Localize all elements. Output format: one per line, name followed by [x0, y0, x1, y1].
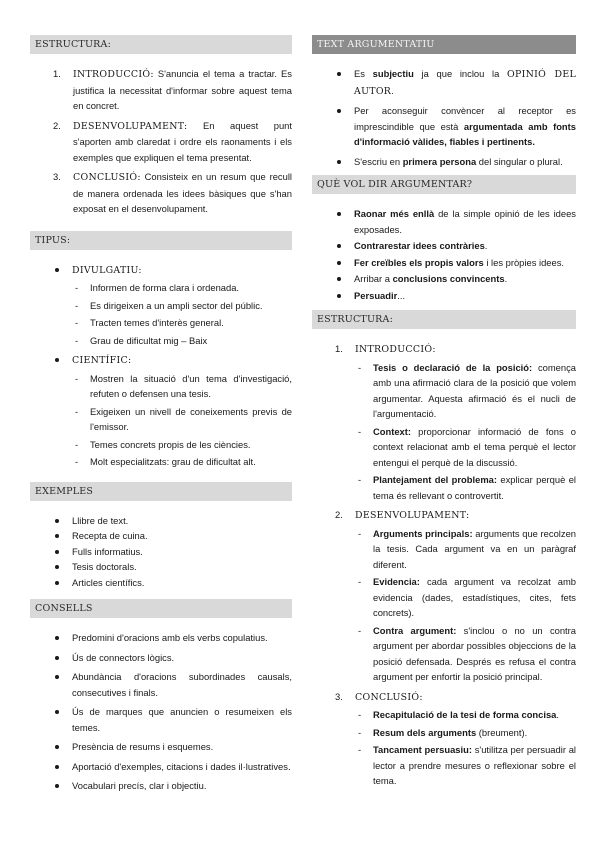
sub-item: - Plantejament del problema: explicar perquè el tema és rellevant o controvertit.: [355, 472, 576, 503]
list-item: Vocabulari precís, clar i objectiu.: [30, 778, 292, 794]
text-argumentatiu-header: TEXT ARGUMENTATIU: [312, 35, 576, 54]
list-item: 2. DESENVOLUPAMENT: En aquest punt s'aporten amb claredat i ordre els raonaments i els exemples que expliquen el tema presentat.: [53, 119, 292, 163]
sub-item: - Arguments principals: arguments que recolzen la tesis. Cada argument va en un paràgraf diferent.: [355, 526, 576, 573]
list-item: 2. DESENVOLUPAMENT: - Arguments principals: arguments que recolzen la tesis. Cada argument va en un paràgraf diferent. - Evidencia: cada argument va recolzat amb evidencia (dades, estadístiques, cites, fets concrets). - Contra argument: s'inclou o no un contra argument per abordar possibles objeccions de la posició defensada. Després es refusa el contra argument per enfortir la posició principal.: [312, 507, 576, 685]
sub-item: - Es dirigeixen a un ampli sector del públic.: [72, 298, 292, 314]
sub-item: - Tesis o declaració de la posició: comença amb una afirmació clara de la posició que volem argumentar. Aquesta afirmació és el nucli de l'argumentació.: [355, 360, 576, 422]
sub-item: - Tancament persuasiu: s'utilitza per persuadir al lector a prendre mesures o reflexionar sobre el tema.: [355, 742, 576, 789]
left-column: [30, 35, 292, 798]
sub-item: - Context: proporcionar informació de fons o context relacionat amb el tema perquè el lector entengui el perquè de la discussió.: [355, 424, 576, 471]
list-item: 1. INTRODUCCIÓ: S'anuncia el tema a tractar. Es justifica la necessitat d'informar sobre aquest tema en concret.: [53, 68, 292, 111]
list-item: 1. INTRODUCCIÓ: - Tesis o declaració de la posició: comença amb una afirmació clara de la posició que volem argumentar. Aquesta afirmació és el nucli de l'argumentació. - Context: proporcionar informació de fons o context relacionat amb el tema perquè el lector entengui el perquè de la discussió. - Plantejament del problema: explicar perquè el tema és rellevant o controvertit.: [312, 341, 576, 503]
sub-item: - Grau de dificultat mig – Baix: [72, 333, 292, 349]
list-item: Aportació d'exemples, citacions i dades il·lustratives.: [30, 759, 292, 775]
list-item: Ús de marques que anuncien o resumeixen els temes.: [30, 704, 292, 735]
list-item: S'escriu en primera persona del singular o plural.: [312, 154, 576, 170]
list-item: Predomini d'oracions amb els verbs copulatius.: [30, 630, 292, 646]
list-item: Raonar més enllà de la simple opinió de les idees exposades.: [312, 206, 576, 237]
list-item: 3. CONCLUSIÓ: Consisteix en un resum que recull de manera ordenada les idees bàsiques que s'han exposat en el desenvolupament.: [53, 171, 292, 214]
list-item: 3. CONCLUSIÓ: - Recapitulació de la tesi de forma concisa. - Resum dels arguments (breument). - Tancament persuasiu: s'utilitza per persuadir al lector a prendre mesures o reflexionar sobre el tema.: [312, 689, 576, 789]
list-item: [30, 262, 292, 349]
right-column: [312, 35, 576, 793]
sub-item: - Contra argument: s'inclou o no un contra argument per abordar possibles objeccions de la posició defensada. Després es refusa el contra argument per enfortir la posició principal.: [355, 623, 576, 685]
list-item: Persuadir...: [312, 288, 576, 304]
tipus-header: TIPUS:: [30, 231, 292, 250]
consells-list: [30, 630, 292, 794]
sub-item: - Tracten temes d'interès general.: [72, 315, 292, 331]
sub-item: - Resum dels arguments (breument).: [355, 725, 576, 741]
sub-item: - Exigeixen un nivell de coneixements previs de l'emissor.: [72, 404, 292, 435]
list-item: Arribar a conclusions convincents.: [312, 271, 576, 287]
group-label: CIENTÍFIC:: [72, 355, 132, 366]
list-item: Fulls informatius.: [30, 544, 292, 560]
item-label: CONCLUSIÓ:: [355, 691, 423, 703]
list-item: [30, 352, 292, 470]
list-item: Llibre de text.: [30, 513, 292, 529]
group-label: DIVULGATIU:: [72, 264, 142, 276]
consells-header: CONSELLS: [30, 599, 292, 618]
item-label: INTRODUCCIÓ:: [73, 69, 154, 80]
list-item: Fer creïbles els propis valors i les pròpies idees.: [312, 255, 576, 271]
sub-item: - Mostren la situació d'un tema d'investigació, refuten o defensen una tesis.: [72, 371, 292, 402]
list-item: Presència de resums i esquemes.: [30, 739, 292, 755]
sub-item: - Evidencia: cada argument va recolzat amb evidencia (dades, estadístiques, cites, fets concrets).: [355, 574, 576, 621]
item-label: CONCLUSIÓ:: [73, 172, 141, 183]
sub-item: - Informen de forma clara i ordenada.: [72, 280, 292, 296]
text-argumentatiu-list: [312, 66, 576, 169]
estructura-header: ESTRUCTURA:: [30, 35, 292, 54]
exemples-header: EXEMPLES: [30, 482, 292, 501]
sub-item: - Molt especialitzats: grau de dificultat alt.: [72, 454, 292, 470]
list-item: Es subjectiu ja que inclou la OPINIÓ DEL AUTOR.: [312, 66, 576, 99]
estructura-header-right: ESTRUCTURA:: [312, 310, 576, 329]
list-item: Contrarestar idees contràries.: [312, 238, 576, 254]
list-item: Abundància d'oracions subordinades causals, consecutives i finals.: [30, 669, 292, 700]
list-item: Articles científics.: [30, 575, 292, 591]
sub-item: - Recapitulació de la tesi de forma concisa.: [355, 707, 576, 723]
list-item: Tesis doctorals.: [30, 559, 292, 575]
item-label: DESENVOLUPAMENT:: [355, 510, 470, 521]
list-item: Recepta de cuina.: [30, 528, 292, 544]
estructura-list: [30, 66, 292, 217]
list-item: Per aconseguir convèncer al receptor es imprescindible que està argumentada amb fonts d'informació vàlides, fiables i pertinents.: [312, 103, 576, 150]
que-vol-dir-header: QUÈ VOL DIR ARGUMENTAR?: [312, 175, 576, 194]
sub-item: - Temes concrets propis de les ciències.: [72, 437, 292, 453]
item-label: INTRODUCCIÓ:: [355, 344, 436, 355]
estructura-right-list: [312, 341, 576, 789]
list-item: Ús de connectors lògics.: [30, 650, 292, 666]
item-label: DESENVOLUPAMENT:: [73, 120, 188, 132]
exemples-list: [30, 513, 292, 591]
tipus-list: [30, 262, 292, 470]
que-vol-dir-list: [312, 206, 576, 303]
